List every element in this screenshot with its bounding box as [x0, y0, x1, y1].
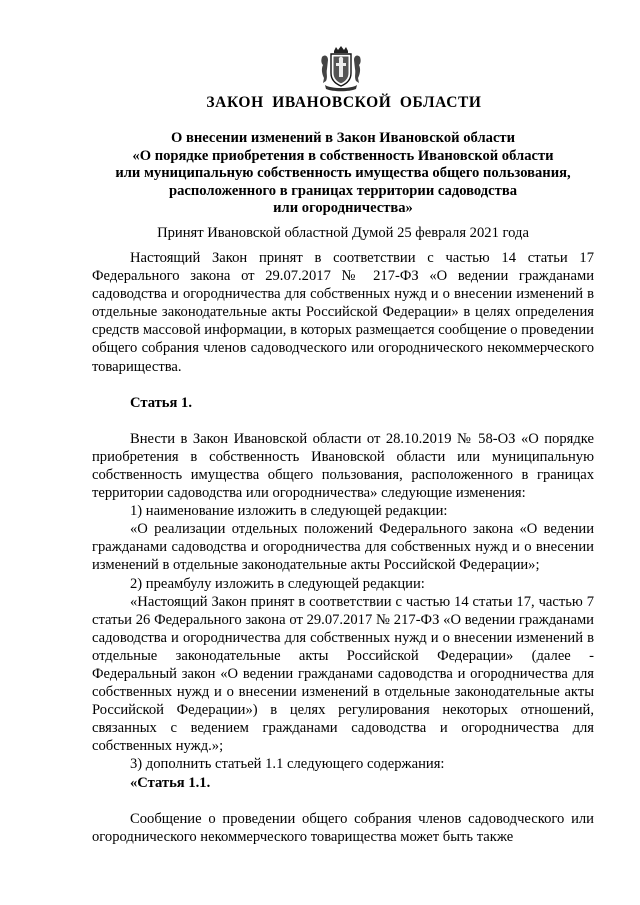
article-1-heading: Статья 1. [130, 394, 192, 411]
article-1-paragraph: «Настоящий Закон принят в соответствии с частью 14 статьи 17, частью 7 статьи 26 Федерального закона от 29.07.2017 № 217-ФЗ «О ведении гражданами садоводства и огородничества для собственных нужд и о внесении изменений в отдельные законодательные акты Российской Федерации» (далее - Федеральный закон «О ведении гражданами садоводства и огородничества для собственных нужд и о внесении изменений в отдельные законодательные акты Российской Федерации») в целях регулирования некоторых отношений, связанных с ведением гражданами садоводства и огородничества для собственных нужд.»; [92, 593, 594, 755]
article-1-paragraph: «О реализации отдельных положений Федерального закона «О ведении гражданами садоводства и огородничества для собственных нужд и о внесении изменений в отдельные законодательные акты Российской Федерации»; [92, 521, 594, 574]
article-1-paragraph: Внести в Закон Ивановской области от 28.10.2019 № 58-ОЗ «О порядке приобретения в собственность Ивановской области или муниципальную собственность имущества общего пользования, расположенного в границах территории садоводства или огородничества» следующие изменения: [92, 430, 594, 502]
article-1-paragraph: 2) преамбулу изложить в следующей редакции: [130, 575, 425, 592]
subtitle-line: или муниципальную собственность имущества общего пользования, [115, 165, 571, 182]
preamble-paragraph: Настоящий Закон принят в соответствии с частью 14 статьи 17 Федерального закона от 29.07.2017 № 217-ФЗ «О ведении гражданами садоводства и огородничества для собственных нужд и о внесении изменений в отдельные законодательные акты Российской Федерации» в целях определения средств массовой информации, в которых размещается сообщение о проведении общего собрания членов садоводческого или огороднического некоммерческого товарищества. [92, 250, 594, 375]
law-body [92, 249, 594, 846]
article-1-1-paragraph: Сообщение о проведении общего собрания членов садоводческого или огороднического некоммерческого товарищества может быть также [92, 810, 594, 845]
subtitle-line: О внесении изменений в Закон Ивановской области [170, 130, 516, 146]
adoption-line: Принят Ивановской областной Думой 25 февраля 2021 года [157, 225, 529, 241]
law-title: ЗАКОН ИВАНОВСКОЙ ОБЛАСТИ [206, 94, 482, 111]
article-1-paragraph: 1) наименование изложить в следующей редакции: [130, 503, 448, 520]
article-1-paragraph: 3) дополнить статьей 1.1 следующего содержания: [130, 756, 445, 773]
law-subtitle [92, 130, 594, 218]
subtitle-line: «О порядке приобретения в собственность Ивановской области [132, 147, 554, 164]
subtitle-line: расположенного в границах территории садоводства [168, 182, 518, 199]
coat-of-arms-icon [319, 45, 363, 93]
subtitle-line: или огородничества» [273, 200, 413, 217]
article-1-1-heading: «Статья 1.1. [130, 774, 211, 791]
